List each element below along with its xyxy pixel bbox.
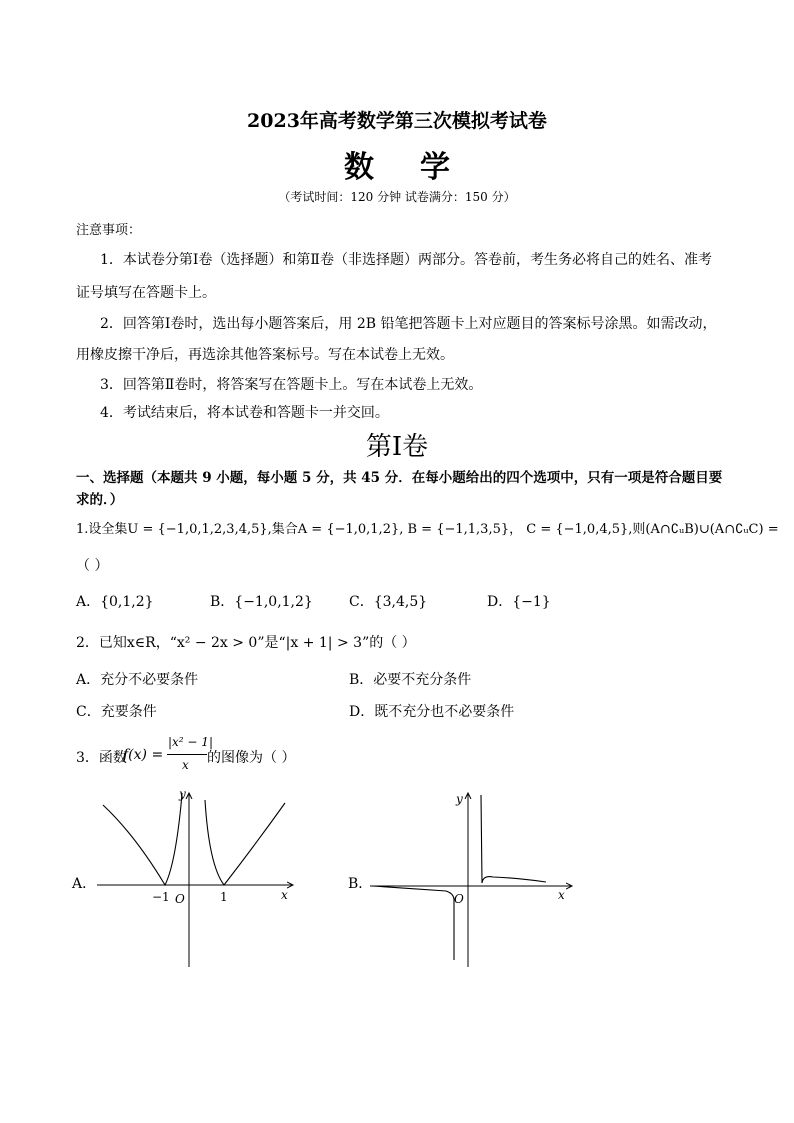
q3-denominator: x xyxy=(182,758,189,772)
note-item-1-line-1: 1．本试卷分第Ⅰ卷（选择题）和第Ⅱ卷（非选择题）两部分。答卷前，考生务必将自己的姓名、准考 xyxy=(100,252,712,268)
q1-paren: （ ） xyxy=(76,558,109,574)
y-axis-label: y xyxy=(179,787,186,801)
curve-left xyxy=(373,886,454,960)
section-title: 第Ⅰ卷 xyxy=(365,432,429,462)
q3-graph-a xyxy=(95,785,305,975)
tick-pos-1: 1 xyxy=(220,890,228,904)
q3-numerator: |x² − 1| xyxy=(168,735,213,749)
origin-label: O xyxy=(175,892,185,906)
exam-title: 2023年高考数学第三次模拟考试卷 xyxy=(247,110,547,132)
q1-option-a: A．{0,1,2} xyxy=(76,594,154,610)
note-item-3: 3．回答第Ⅱ卷时，将答案写在答题卡上。写在本试卷上无效。 xyxy=(100,377,483,393)
q2-option-d: D．既不充分也不必要条件 xyxy=(349,704,515,720)
x-axis-label: x xyxy=(281,888,288,902)
q2-text: 2．已知x∈R，“x² − 2x > 0”是“|x + 1| > 3”的（ ） xyxy=(76,635,416,651)
curve-right xyxy=(205,800,285,885)
q2-option-b: B．必要不充分条件 xyxy=(349,672,472,688)
q1-option-d: D．{−1} xyxy=(487,594,551,610)
q1-option-b: B．{−1,0,1,2} xyxy=(210,594,313,610)
note-item-2-line-2: 用橡皮擦干净后，再选涂其他答案标号。写在本试卷上无效。 xyxy=(76,347,454,363)
note-item-1-line-2: 证号填写在答题卡上。 xyxy=(76,285,216,301)
y-axis-label: y xyxy=(456,792,463,806)
notes-heading: 注意事项： xyxy=(76,223,142,238)
section-instructions-line-1: 一、选择题（本题共 9 小题，每小题 5 分，共 45 分．在每小题给出的四个选项中，只有一项是符合题目要 xyxy=(76,470,723,486)
tick-neg-1: −1 xyxy=(152,890,170,904)
q3-option-a-label: A． xyxy=(72,876,97,892)
q2-option-c: C．充要条件 xyxy=(76,704,157,720)
q2-option-a: A．充分不必要条件 xyxy=(76,672,199,688)
curve-right xyxy=(481,795,546,883)
curve-left xyxy=(103,793,182,885)
exam-info: （考试时间：120 分钟 试卷满分：150 分） xyxy=(278,190,516,204)
section-instructions-line-2: 求的．） xyxy=(76,492,124,508)
origin-label: O xyxy=(454,892,464,906)
q3-func-lhs: f(x) = xyxy=(123,747,164,763)
q3-graph-b xyxy=(368,785,578,975)
note-item-2-line-1: 2．回答第Ⅰ卷时，选出每小题答案后，用 2B 铅笔把答题卡上对应题目的答案标号涂黑。如需改动， xyxy=(100,316,717,332)
note-item-4: 4．考试结束后，将本试卷和答题卡一并交回。 xyxy=(100,405,389,421)
subject-title: 数学 xyxy=(344,150,496,185)
q3-option-b-label: B． xyxy=(348,876,373,892)
q3-text-suffix: 的图像为（ ） xyxy=(207,750,296,766)
q3-fraction-bar xyxy=(167,754,207,755)
q1-text: 1.设全集U = {−1,0,1,2,3,4,5},集合A = {−1,0,1,2}, B = {−1,1,3,5}， C = {−1,0,4,5},则(A∩∁ᵤB)∪(A∩∁ᵤC) = xyxy=(76,522,779,537)
q3-text-prefix: 3．函数 xyxy=(76,750,127,766)
x-axis-label: x xyxy=(558,888,565,902)
q1-option-c: C．{3,4,5} xyxy=(349,594,428,610)
